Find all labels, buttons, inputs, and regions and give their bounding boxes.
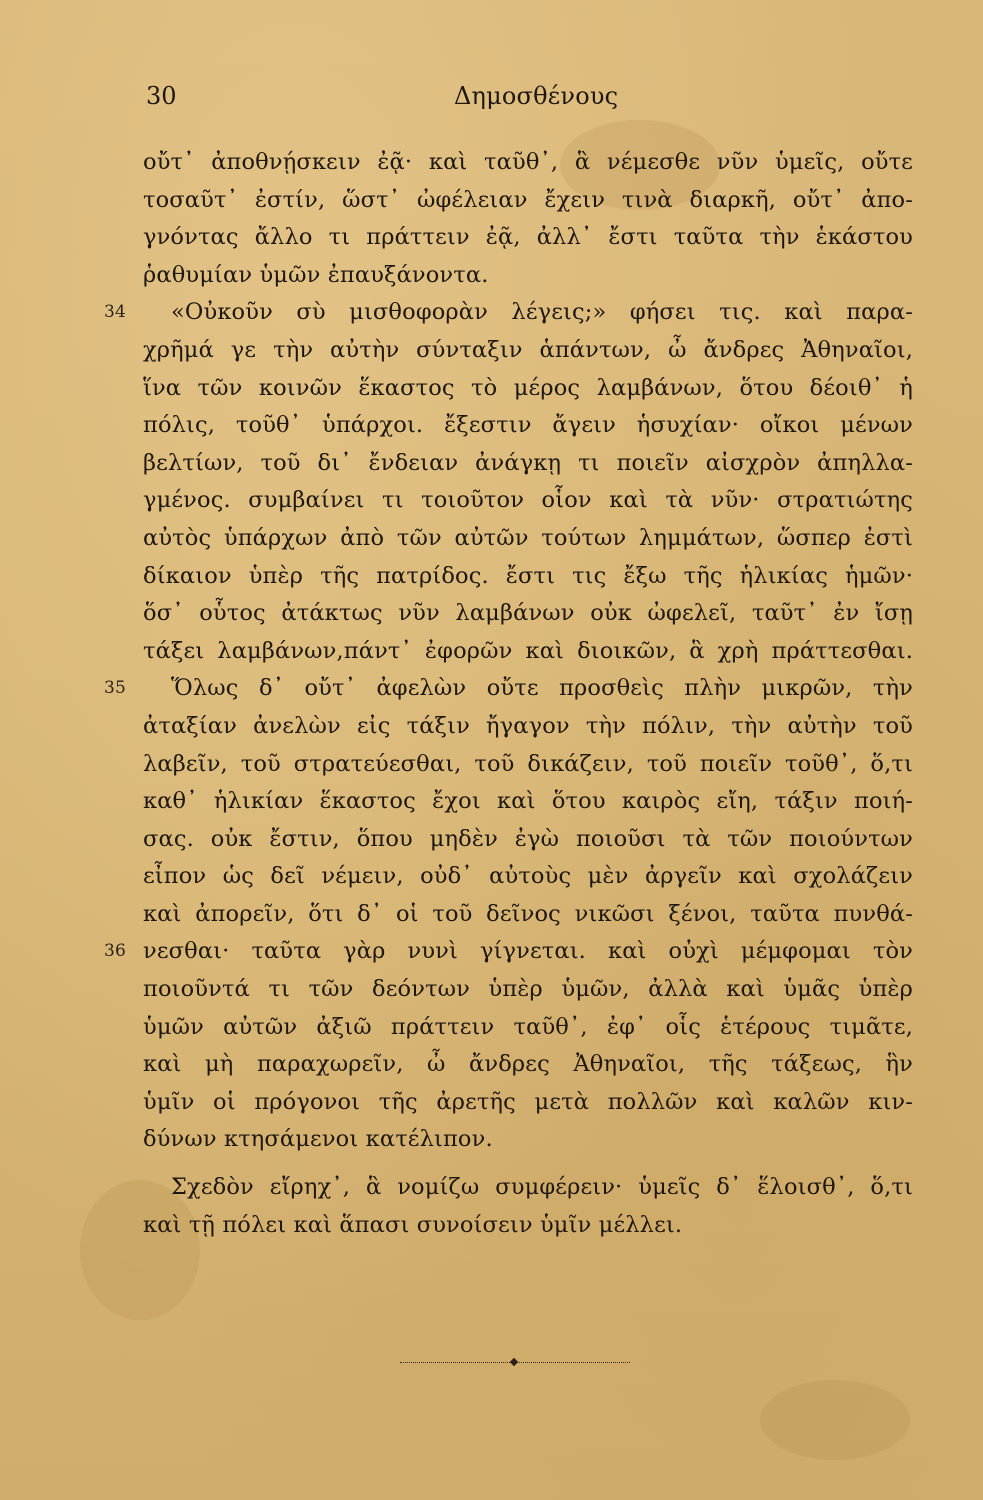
line-text: δύνων κτησάμενοι κατέλιπον. [143,1126,493,1153]
text-line [143,182,913,220]
line-text: καὶ τῇ πόλει καὶ ἅπασι συνοίσειν ὑμῖν μέλλει. [143,1211,683,1238]
line-text: εἶπον ὡς δεῖ νέμειν, οὐδ᾽ αὐτοὺς μὲν ἀργεῖν καὶ σχολάζειν [143,863,913,890]
end-ornament [400,1358,630,1368]
text-line [143,219,913,257]
section-number: 35 [104,678,126,699]
line-text: Σχεδὸν εἴρηχ᾽, ἃ νομίζω συμφέρειν· ὑμεῖς δ᾽ ἕλοισθ᾽, ὅ,τι [171,1174,913,1201]
line-text: Ὅλως δ᾽ οὔτ᾽ ἀφελὼν οὔτε προσθεὶς πλὴν μικρῶν, τὴν [171,675,913,702]
text-line [143,144,913,182]
text-line [143,896,913,934]
line-text: οὔτ᾽ ἀποθνῄσκειν ἐᾷ· καὶ ταῦθ᾽, ἃ νέμεσθε νῦν ὑμεῖς, οὔτε [143,149,913,175]
body-text [104,144,913,1244]
line-text: δίκαιον ὑπὲρ τῆς πατρίδος. ἔστι τις ἔξω τῆς ἡλικίας ἡμῶν· [143,562,913,589]
text-line [143,746,913,784]
line-text: καὶ ἀπορεῖν, ὅτι δ᾽ οἱ τοῦ δεῖνος νικῶσι ξένοι, ταῦτα πυνθά- [143,900,913,927]
diamond-ornament-icon [510,1358,518,1366]
line-text: ἀταξίαν ἀνελὼν εἰς τάξιν ἤγαγον τὴν πόλιν, τὴν αὐτὴν τοῦ [143,712,913,739]
text-line [104,933,913,971]
text-line [143,1207,913,1245]
text-line [143,783,913,821]
text-line [143,407,913,445]
page-header [0,80,983,120]
line-text: νεσθαι· ταῦτα γὰρ νυνὶ γίγνεται. καὶ οὐχὶ μέμφομαι τὸν [143,938,913,965]
line-text: γμένος. συμβαίνει τι τοιοῦτον οἷον καὶ τὰ νῦν· στρατιώτης [143,487,913,514]
line-text: αὐτὸς ὑπάρχων ἀπὸ τῶν αὐτῶν τούτων λημμάτων, ὥσπερ ἐστὶ [143,524,913,551]
line-text: καθ᾽ ἡλικίαν ἕκαστος ἔχοι καὶ ὅτου καιρὸς εἴη, τάξιν ποιή- [143,788,913,815]
text-line [104,294,913,332]
line-text: «Οὐκοῦν σὺ μισθοφορὰν λέγεις;» φήσει τις. καὶ παρα- [171,299,913,326]
text-line [143,971,913,1009]
line-text: τάξει λαμβάνων,πάντ᾽ ἐφορῶν καὶ διοικῶν, ἃ χρὴ πράττεσθαι. [143,637,913,664]
text-line [143,1084,913,1122]
line-text: ῥαθυμίαν ὑμῶν ἐπαυξάνοντα. [143,261,489,288]
line-text: βελτίων, τοῦ δι᾽ ἔνδειαν ἀνάγκῃ τι ποιεῖν αἰσχρὸν ἀπηλλα- [143,449,913,476]
text-line [104,670,913,708]
line-text: λαβεῖν, τοῦ στρατεύεσθαι, τοῦ δικάζειν, τοῦ ποιεῖν τοῦθ᾽, ὅ,τι [143,750,913,777]
line-text: σας. οὐκ ἔστιν, ὅπου μηδὲν ἐγὼ ποιοῦσι τὰ τῶν ποιούντων [143,825,913,852]
text-line [143,332,913,370]
text-line [143,370,913,408]
line-text: ὑμῖν οἱ πρόγονοι τῆς ἀρετῆς μετὰ πολλῶν καὶ καλῶν κιν- [143,1088,913,1115]
text-line [143,520,913,558]
text-line [143,257,913,295]
text-line [143,1046,913,1084]
text-line [143,445,913,483]
line-text: καὶ μὴ παραχωρεῖν, ὦ ἄνδρες Ἀθηναῖοι, τῆς τάξεως, ἣν [143,1051,913,1078]
text-line [143,1009,913,1047]
line-text: τοσαῦτ᾽ ἐστίν, ὥστ᾽ ὠφέλειαν ἔχειν τινὰ διαρκῆ, οὔτ᾽ ἀπο- [143,186,913,213]
running-title: Δημοσθένους [454,82,619,110]
section-number: 36 [104,941,126,962]
text-line [143,1121,913,1159]
line-text: ἵνα τῶν κοινῶν ἕκαστος τὸ μέρος λαμβάνων, ὅτου δέοιθ᾽ ἡ [143,374,913,401]
text-line [143,633,913,671]
page-number: 30 [146,82,177,110]
line-text: γνόντας ἄλλο τι πράττειν ἐᾷ, ἀλλ᾽ ἔστι ταῦτα τὴν ἑκάστου [143,224,913,251]
line-text: ὅσ᾽ οὗτος ἀτάκτως νῦν λαμβάνων οὐκ ὠφελεῖ, ταῦτ᾽ ἐν ἴσῃ [143,600,913,627]
text-line [143,858,913,896]
line-text: πόλις, τοῦθ᾽ ὑπάρχοι. ἔξεστιν ἄγειν ἡσυχίαν· οἴκοι μένων [143,412,913,439]
text-line [143,595,913,633]
text-line [143,821,913,859]
text-line [143,708,913,746]
section-number: 34 [104,302,126,323]
line-text: ὑμῶν αὐτῶν ἀξιῶ πράττειν ταῦθ᾽, ἐφ᾽ οἷς ἑτέρους τιμᾶτε, [143,1013,913,1040]
text-line [143,558,913,596]
text-line [143,482,913,520]
paper-stain [760,1380,910,1460]
text-line [143,1169,913,1207]
line-text: ποιοῦντά τι τῶν δεόντων ὑπὲρ ὑμῶν, ἀλλὰ καὶ ὑμᾶς ὑπὲρ [143,976,913,1003]
line-text: χρῆμά γε τὴν αὐτὴν σύνταξιν ἁπάντων, ὦ ἄνδρες Ἀθηναῖοι, [143,336,913,363]
